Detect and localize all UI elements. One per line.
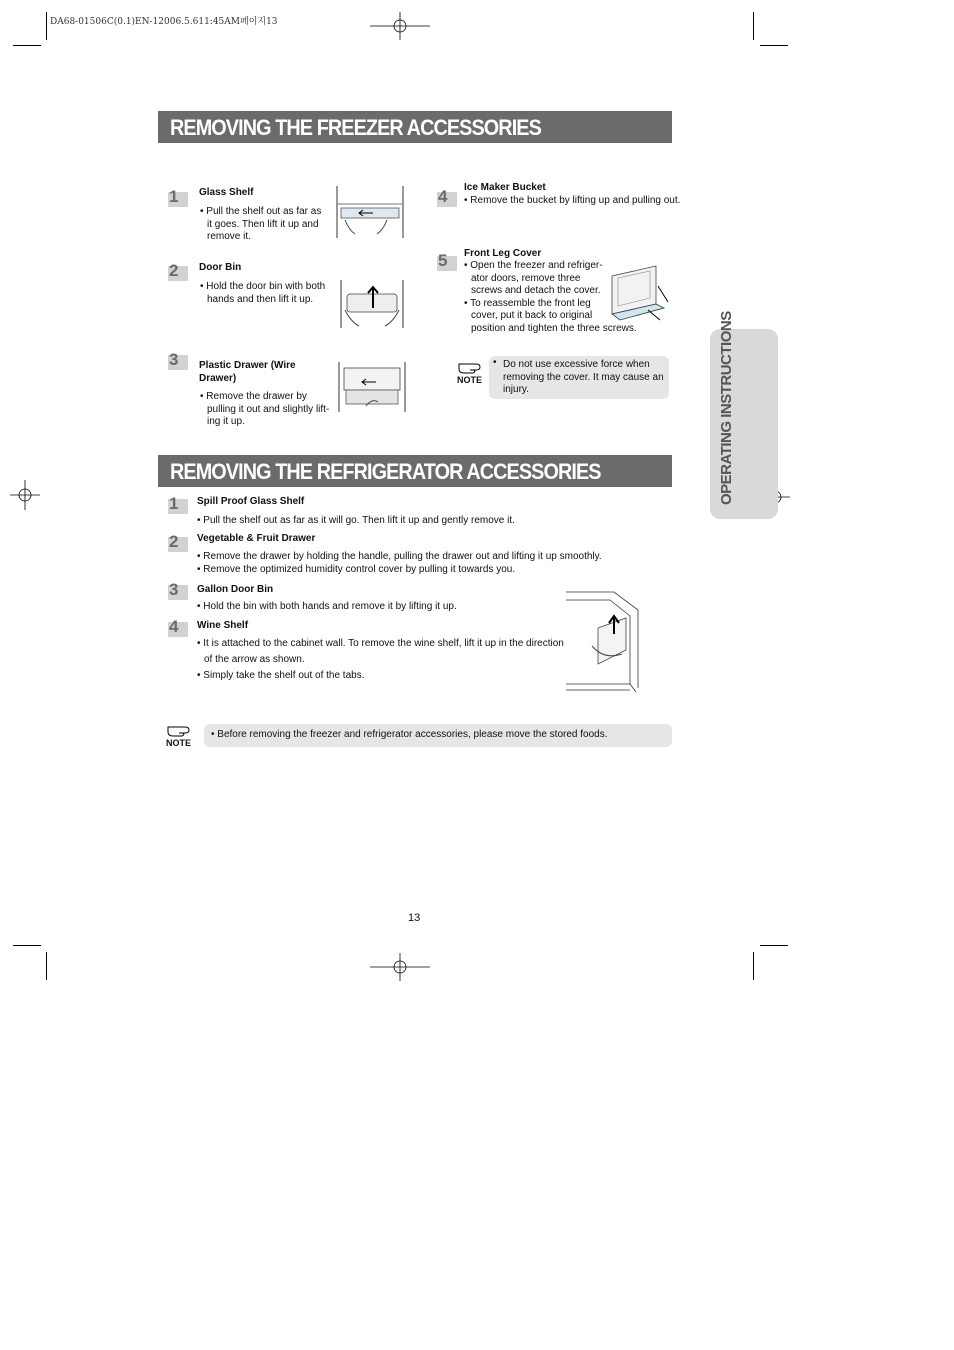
step-number-badge: 2: [165, 534, 187, 552]
registration-mark-top: [370, 12, 430, 40]
gallon-door-bin-instructions: • Hold the bin with both hands and remove it by lifting it up.: [197, 601, 457, 612]
door-bin-title: Door Bin: [199, 262, 242, 273]
glass-shelf-illustration: [333, 186, 407, 238]
pointing-hand-icon: [165, 721, 195, 739]
refrigerator-note-text: • Before removing the freezer and refrigerator accessories, please move the stored foods.: [211, 729, 608, 740]
freezer-section-title: REMOVING THE FREEZER ACCESSORIES: [170, 115, 541, 140]
note-label: NOTE: [457, 375, 483, 385]
step-number-badge: 4: [434, 189, 456, 207]
freezer-section-header: [158, 111, 672, 143]
refrigerator-note-box: [204, 724, 672, 747]
glass-shelf-title: Glass Shelf: [199, 187, 254, 198]
spill-proof-glass-shelf-instructions: • Pull the shelf out as far as it will go. Then lift it up and gently remove it.: [197, 515, 515, 526]
ice-maker-bucket-title: Ice Maker Bucket: [464, 182, 546, 193]
front-leg-cover-illustration: [608, 264, 672, 324]
side-tab-label: OPERATING INSTRUCTIONS: [718, 311, 735, 505]
ice-maker-bucket-instructions: • Remove the bucket by lifting up and pulling out.: [464, 195, 681, 206]
front-leg-cover-title: Front Leg Cover: [464, 248, 542, 259]
plastic-drawer-instructions: • Remove the drawer by pulling it out and slightly lift- ing it up.: [200, 391, 330, 427]
glass-shelf-instructions: • Pull the shelf out as far as it goes. Then lift it up and remove it.: [200, 206, 322, 242]
page-number: 13: [408, 912, 421, 924]
door-bin-instructions: • Hold the door bin with both hands and then lift it up.: [200, 281, 326, 305]
step-number-badge: 3: [165, 582, 187, 600]
step-number-badge: 4: [165, 619, 187, 637]
registration-mark-left: [10, 480, 40, 510]
freezer-note-text: Do not use excessive force when removing the cover. It may cause an injury.: [503, 359, 664, 395]
step-number-badge: 1: [165, 496, 187, 514]
gallon-door-bin-title: Gallon Door Bin: [197, 584, 274, 595]
registration-mark-bottom: [370, 953, 430, 981]
door-bin-illustration: [337, 280, 407, 328]
vegetable-fruit-drawer-title: Vegetable & Fruit Drawer: [197, 533, 316, 544]
wine-shelf-title: Wine Shelf: [197, 620, 249, 631]
refrigerator-section-header: [158, 455, 672, 487]
front-leg-cover-instructions: • Open the freezer and refriger- ator doors, remove three screws and detach the cover. • To reassemble the front leg cover, put it back to original position and tighten the three screws.: [464, 260, 637, 334]
vegetable-fruit-drawer-instructions: • Remove the drawer by holding the handle, pulling the drawer out and lifting it up smoothly. • Remove the optimized humidity control cover by pulling it towards you.: [197, 551, 602, 575]
step-number-badge: 3: [165, 352, 187, 370]
plastic-drawer-illustration: [336, 362, 408, 412]
refrigerator-section-title: REMOVING THE REFRIGERATOR ACCESSORIES: [170, 459, 601, 484]
step-number-badge: 2: [165, 263, 187, 281]
step-number-badge: 1: [165, 189, 187, 207]
wine-shelf-illustration: [564, 588, 640, 694]
step-number-badge: 5: [434, 253, 456, 271]
wine-shelf-instructions: • It is attached to the cabinet wall. To remove the wine shelf, lift it up in the direction of the arrow as shown. • Simply take the shelf out of the tabs.: [197, 638, 564, 681]
pointing-hand-icon: [456, 358, 486, 376]
note-label: NOTE: [166, 738, 192, 748]
spill-proof-glass-shelf-title: Spill Proof Glass Shelf: [197, 496, 305, 507]
freezer-note-box: • Do not use excessive force when removing the cover. It may cause an injury.: [489, 356, 669, 399]
file-info: DA68-01506C(0.1)EN-12006.5.611:45AM페이지13: [50, 17, 278, 27]
plastic-drawer-title: Plastic Drawer (Wire Drawer): [199, 360, 296, 384]
